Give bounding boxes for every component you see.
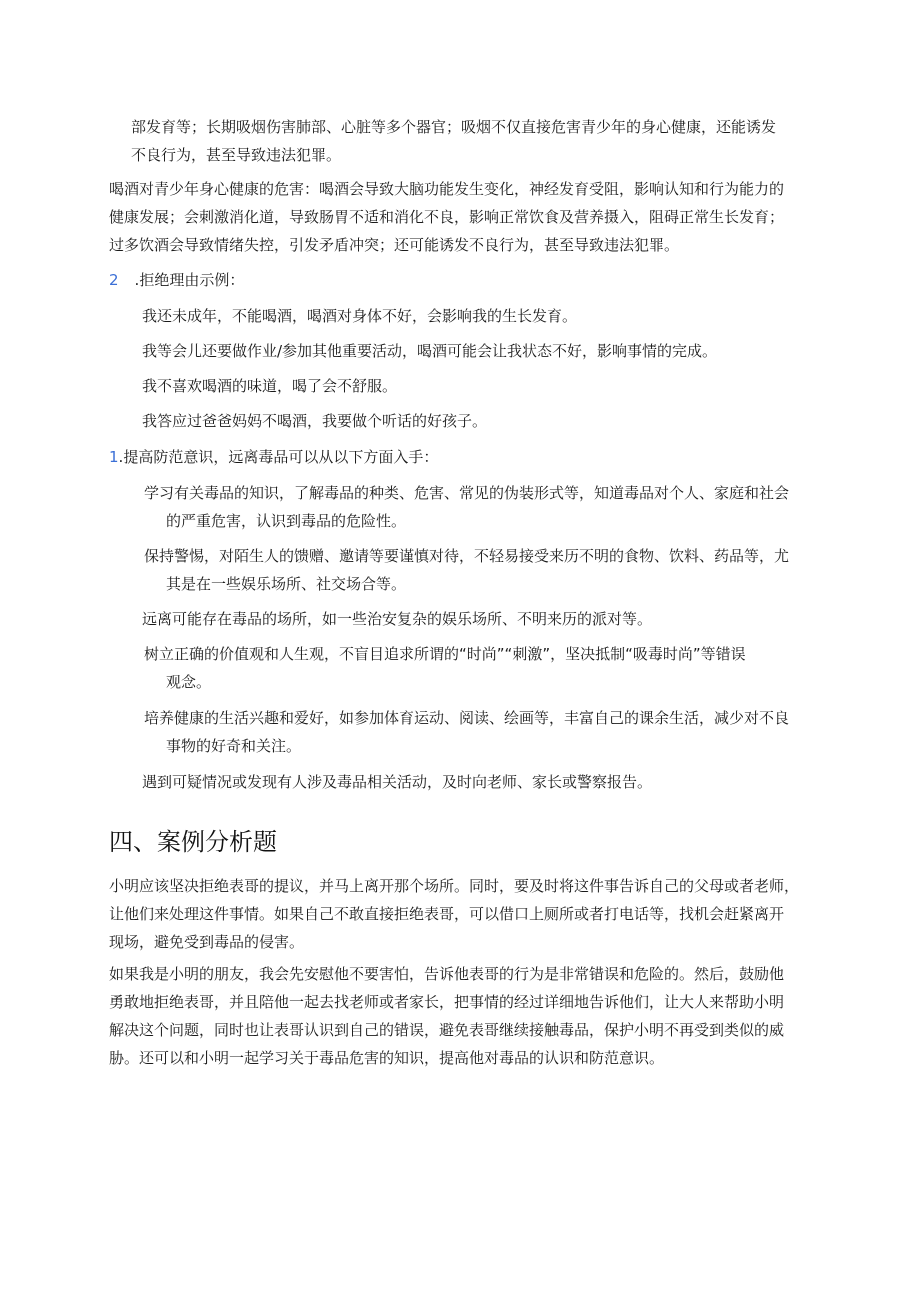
- refusal-item: [142, 302, 577, 330]
- list-item: 我等会儿还要做作业/参加其他重要活动，喝酒可能会让我状态不好，影响事情的完成。: [142, 342, 718, 360]
- text-line: 健康发展；会刺激消化道，导致肠胃不适和消化不良，影响正常饮食及营养摄入，阻碍正常生长发育；: [109, 208, 785, 226]
- text-line: 事物的好奇和关注。: [166, 737, 302, 755]
- smoking-harm-continuation: [131, 113, 776, 169]
- list-item: 我答应过爸爸妈妈不喝酒，我要做个听话的好孩子。: [142, 412, 488, 430]
- case-analysis-paragraph: [109, 960, 784, 1072]
- text-line: 其是在一些娱乐场所、社交场合等。: [166, 575, 407, 593]
- text-line: 如果我是小明的朋友，我会先安慰他不要害怕，告诉他表哥的行为是非常错误和危险的。然后，鼓励他: [109, 965, 785, 983]
- text-line: 培养健康的生活兴趣和爱好，如参加体育运动、阅读、绘画等，丰富自己的课余生活，减少对不良: [144, 709, 790, 727]
- text-line: 小明应该坚决拒绝表哥的提议，并马上离开那个场所。同时，要及时将这件事告诉自己的父母或者老师，: [109, 877, 800, 895]
- text-line: 观念。: [166, 673, 212, 691]
- drug-awareness-item: [144, 704, 789, 760]
- list-item: 我还未成年，不能喝酒，喝酒对身体不好，会影响我的生长发育。: [142, 307, 578, 325]
- text-line: 部发育等；长期吸烟伤害肺部、心脏等多个器官；吸烟不仅直接危害青少年的身心健康，还能诱发: [131, 118, 777, 136]
- drug-awareness-item: [144, 542, 789, 598]
- text-line: 让他们来处理这件事情。如果自己不敢直接拒绝表哥，可以借口上厕所或者打电话等，找机会赶紧离开: [109, 905, 785, 923]
- refusal-item: [142, 407, 487, 435]
- text-line: 解决这个问题，同时也让表哥认识到自己的错误，避免表哥继续接触毒品，保护小明不再受到类似的威: [109, 1021, 785, 1039]
- text-line: 树立正确的价值观和人生观，不盲目追求所谓的“时尚”“刺激”，坚决抵制“吸毒时尚”等错误: [144, 645, 746, 663]
- text-line: 保持警惕，对陌生人的馈赠、邀请等要谨慎对待，不轻易接受来历不明的食物、饮料、药品等，尤: [144, 547, 790, 565]
- refusal-item: [142, 337, 717, 365]
- list-number: 2: [109, 271, 119, 289]
- list-number: 1: [109, 448, 119, 466]
- text-line: 喝酒对青少年身心健康的危害：喝酒会导致大脑功能发生变化，神经发育受阻，影响认知和行为能力的: [109, 180, 785, 198]
- text-line: 远离可能存在毒品的场所，如一些治安复杂的娱乐场所、不明来历的派对等。: [142, 610, 653, 628]
- text-line: 勇敢地拒绝表哥，并且陪他一起去找老师或者家长，把事情的经过详细地告诉他们，让大人来帮助小明: [109, 993, 785, 1011]
- list-item: 我不喜欢喝酒的味道，喝了会不舒服。: [142, 377, 398, 395]
- case-analysis-paragraph: [109, 872, 799, 956]
- drug-awareness-item: [144, 640, 746, 696]
- text-line: 遇到可疑情况或发现有人涉及毒品相关活动，及时向老师、家长或警察报告。: [142, 773, 653, 791]
- section-heading: 四、案例分析题: [109, 828, 277, 856]
- text-line: 学习有关毒品的知识，了解毒品的种类、危害、常见的伪装形式等，知道毒品对个人、家庭和社会: [144, 484, 790, 502]
- text-line: 不良行为，甚至导致违法犯罪。: [131, 146, 342, 164]
- text-line: 现场，避免受到毒品的侵害。: [109, 933, 305, 951]
- text-line: 的严重危害，认识到毒品的危险性。: [166, 512, 407, 530]
- refusal-heading: [109, 266, 244, 294]
- drug-awareness-title: .提高防范意识，远离毒品可以从以下方面入手：: [118, 448, 439, 466]
- text-line: 过多饮酒会导致情绪失控，引发矛盾冲突；还可能诱发不良行为，甚至导致违法犯罪。: [109, 236, 680, 254]
- alcohol-harm-paragraph: [109, 175, 784, 259]
- drug-awareness-item: [142, 768, 652, 796]
- drug-awareness-item: [144, 479, 789, 535]
- refusal-title: .拒绝理由示例：: [134, 271, 245, 289]
- drug-awareness-item: [142, 605, 652, 633]
- drug-awareness-heading: [109, 443, 438, 471]
- text-line: 胁。还可以和小明一起学习关于毒品危害的知识，提高他对毒品的认识和防范意识。: [109, 1049, 665, 1067]
- refusal-item: [142, 372, 397, 400]
